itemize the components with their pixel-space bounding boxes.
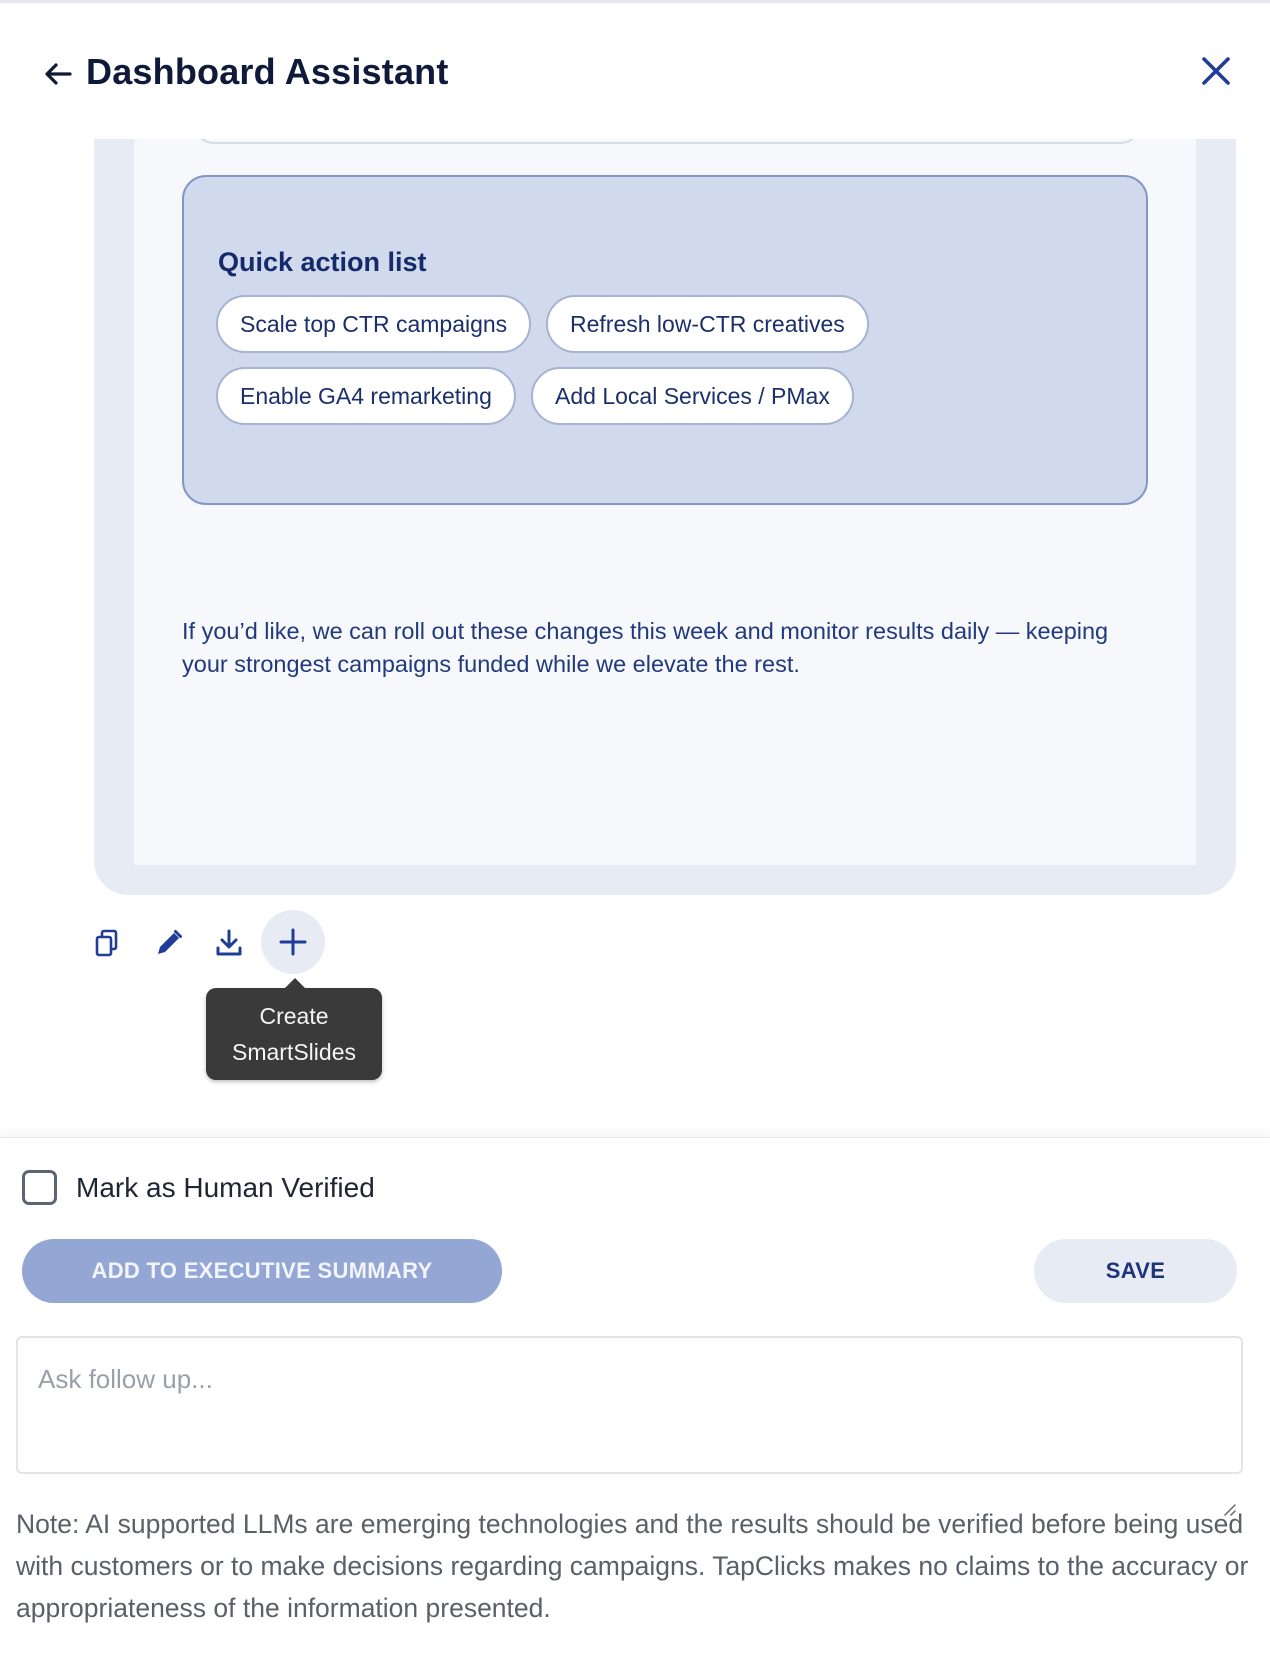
panel-header bbox=[0, 3, 1270, 139]
chip-enable-ga4[interactable]: Enable GA4 remarketing bbox=[216, 367, 516, 425]
tooltip-line-1: Create bbox=[259, 1003, 329, 1029]
assistant-closing-text: If you’d like, we can roll out these changes this week and monitor results daily — keeping your strongest campaigns funded while we elevate the rest. bbox=[182, 618, 1109, 677]
human-verified-label[interactable]: Mark as Human Verified bbox=[76, 1172, 375, 1203]
tooltip-line-2: SmartSlides bbox=[232, 1039, 356, 1065]
page-title: Dashboard Assistant bbox=[86, 51, 449, 92]
create-smartslides-button[interactable] bbox=[261, 910, 325, 974]
save-button[interactable]: SAVE bbox=[1034, 1239, 1237, 1303]
human-verified-checkbox[interactable] bbox=[22, 1170, 57, 1205]
add-to-executive-summary-button[interactable]: ADD TO EXECUTIVE SUMMARY bbox=[22, 1239, 502, 1303]
quick-action-title: Quick action list bbox=[218, 247, 427, 277]
message-body bbox=[134, 120, 1196, 865]
arrow-left-icon[interactable] bbox=[42, 58, 74, 90]
copy-icon[interactable] bbox=[84, 910, 130, 976]
ai-disclaimer-note: Note: AI supported LLMs are emerging technologies and the results should be verified before being used with customers or to make decisions regarding campaigns. TapClicks makes no claims to the accuracy or appropriateness of the information presented. bbox=[16, 1509, 1249, 1623]
download-icon[interactable] bbox=[206, 910, 252, 976]
assistant-message-card bbox=[94, 120, 1236, 895]
close-icon[interactable] bbox=[1198, 53, 1234, 89]
message-action-toolbar bbox=[84, 910, 344, 976]
plus-icon bbox=[277, 926, 309, 958]
edit-icon[interactable] bbox=[146, 910, 192, 976]
quick-action-panel bbox=[182, 175, 1148, 505]
chip-scale-top-ctr[interactable]: Scale top CTR campaigns bbox=[216, 295, 531, 353]
chip-refresh-creatives[interactable]: Refresh low-CTR creatives bbox=[546, 295, 869, 353]
smartslides-tooltip bbox=[206, 988, 382, 1080]
chip-add-local-services[interactable]: Add Local Services / PMax bbox=[531, 367, 854, 425]
ask-follow-up-input[interactable] bbox=[16, 1336, 1243, 1474]
